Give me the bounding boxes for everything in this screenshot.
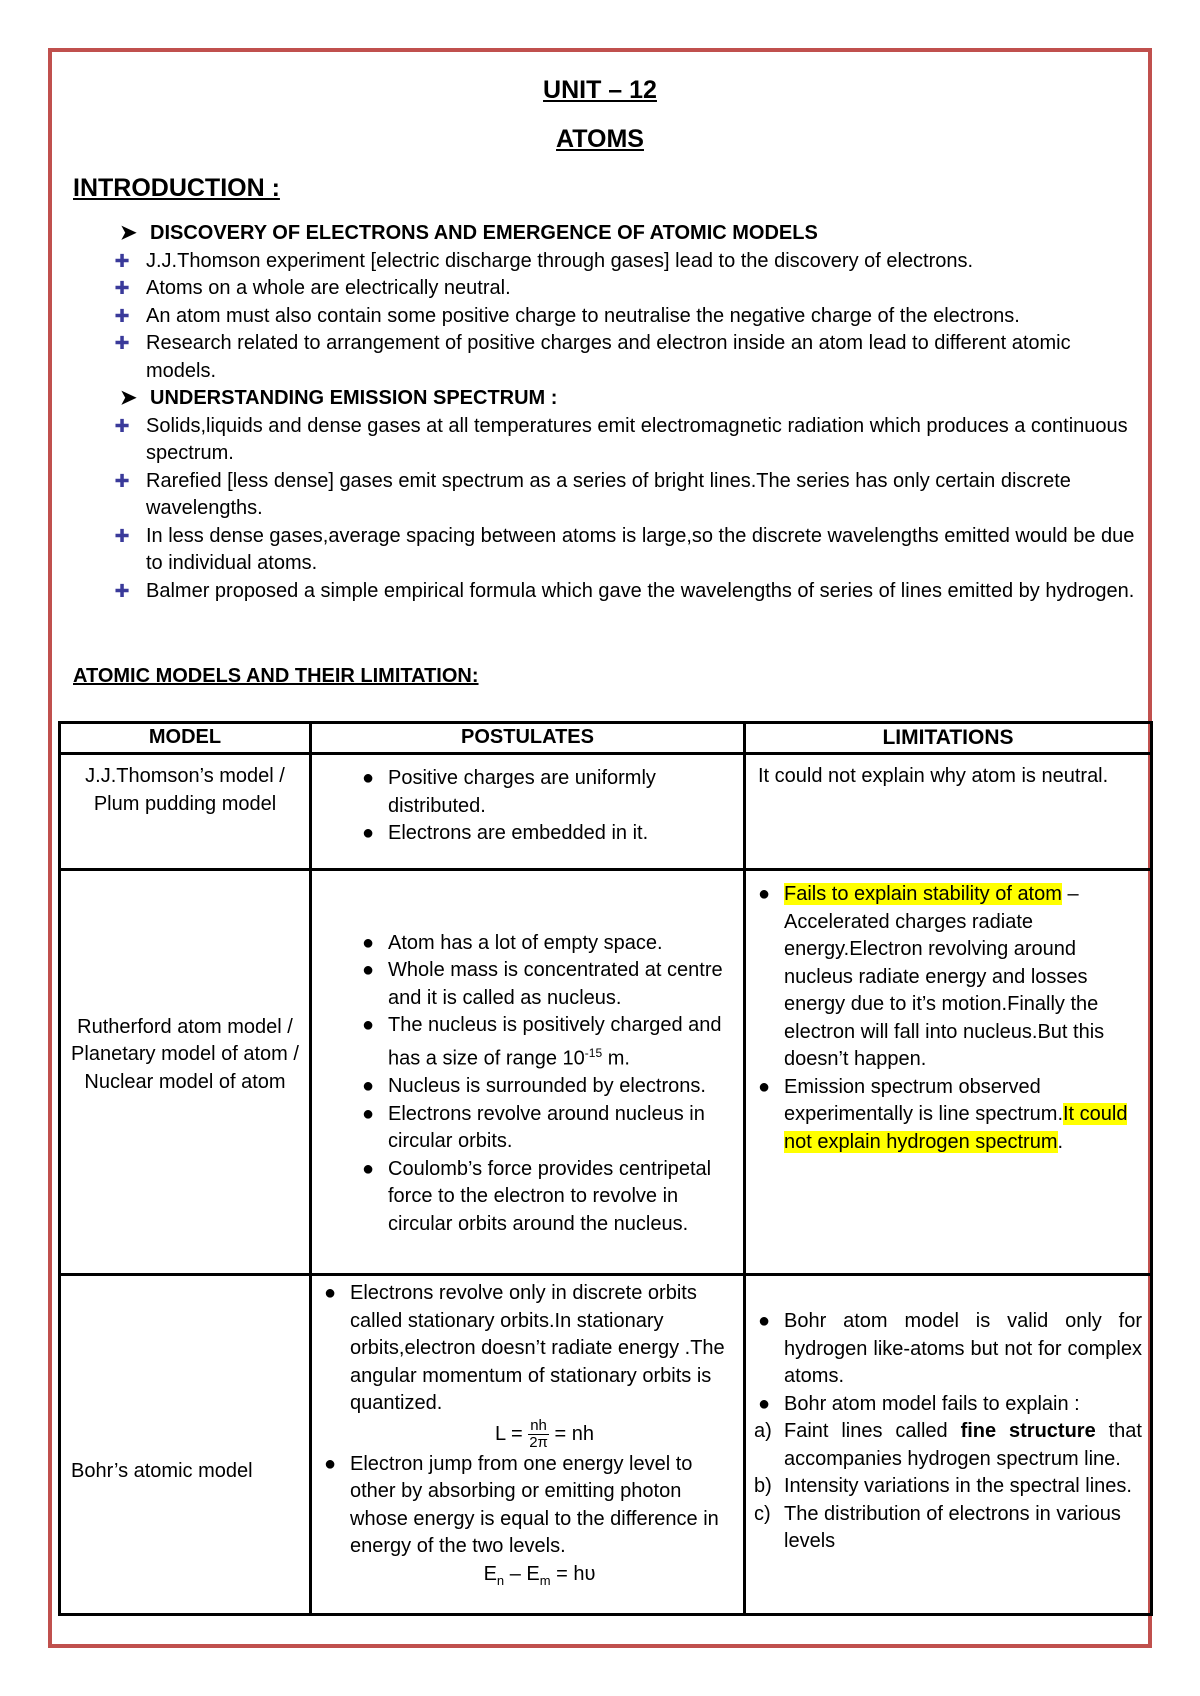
thomson-model-name: J.J.Thomson’s model / Plum pudding model (85, 765, 285, 815)
list-item: c) The distribution of electrons in various levels (754, 1502, 1121, 1552)
bohr-model-cell (60, 1275, 311, 1615)
list-item (108, 248, 1138, 276)
atomic-models-table (58, 721, 1153, 1616)
rutherford-model-name: Rutherford atom model / Planetary model of atom / Nuclear model of atom (71, 1015, 299, 1093)
table-row-bohr (60, 1275, 1152, 1615)
list-item (108, 578, 1138, 606)
list-item: ● Bohr atom model fails to explain : (758, 1392, 1080, 1415)
thomson-postulates-cell (311, 754, 745, 870)
pin-bullet-icon: ✚ (114, 250, 130, 271)
rutherford-postulates-cell (311, 870, 745, 1275)
list-item-text: Rarefied [less dense] gases emit spectrum as a series of bright lines.The series has only certain discrete wavelengths. (146, 469, 1071, 519)
list-item: ● The nucleus is positively charged and has a size of range $10^{-15}$ m. (362, 1014, 722, 1070)
header-limitations: LIMITATIONS (745, 723, 1152, 754)
list-item-text: Research related to arrangement of positive charges and electron inside an atom lead to different atomic models. (146, 332, 1071, 382)
list-item: ● Electrons are embedded in it. (362, 822, 649, 844)
list-item-text: DISCOVERY OF ELECTRONS AND EMERGENCE OF ATOMIC MODELS (150, 222, 818, 244)
list-item: ● Atom has a lot of empty space. (362, 931, 663, 954)
list-item (108, 330, 1138, 385)
header-model: MODEL (60, 723, 311, 754)
list-item: ● Electrons revolve around nucleus in circular orbits. (362, 1102, 705, 1153)
thomson-limitation-cell (745, 754, 1152, 870)
list-item: ● Emission spectrum observed experimentally is line spectrum.It could not explain hydrogen spectrum. (758, 1075, 1128, 1153)
introduction-heading: INTRODUCTION : (73, 174, 280, 202)
list-item: ● Nucleus is surrounded by electrons. (362, 1075, 706, 1098)
list-item-text: Atoms on a whole are electrically neutral. (146, 277, 511, 299)
pin-bullet-icon: ✚ (114, 525, 130, 546)
list-item (108, 303, 1138, 331)
list-item (108, 468, 1138, 523)
list-item-text: Balmer proposed a simple empirical formula which gave the wavelengths of series of lines emitted by hydrogen. (146, 579, 1135, 602)
list-item: a) Faint lines called fine structure that accompanies hydrogen spectrum line. (754, 1420, 1142, 1470)
unit-title: UNIT – 12 (543, 76, 657, 104)
table-row-rutherford (60, 870, 1152, 1275)
list-item: ● Electron jump from one energy level to other by absorbing or emitting photon whose energy is equal to the difference in energy of the two levels. (324, 1452, 719, 1557)
thomson-limitation: It could not explain why atom is neutral. (758, 765, 1109, 787)
list-item (108, 523, 1138, 578)
section-heading (108, 220, 1138, 248)
list-item: b) Intensity variations in the spectral lines. (754, 1475, 1132, 1497)
table-header-row (60, 723, 1152, 754)
introduction-list (108, 220, 1138, 605)
list-item-text: UNDERSTANDING EMISSION SPECTRUM : (150, 387, 558, 409)
pin-bullet-icon: ✚ (114, 470, 130, 491)
table-row-thomson (60, 754, 1152, 870)
list-item-text: Solids,liquids and dense gases at all temperatures emit electromagnetic radiation which produces a continuous spectrum. (146, 414, 1128, 464)
list-item: ● Whole mass is concentrated at centre and it is called as nucleus. (362, 959, 723, 1009)
section-heading (108, 385, 1138, 413)
pin-bullet-icon: ✚ (114, 333, 130, 353)
list-item: ● Positive charges are uniformly distributed. (362, 767, 656, 817)
list-item: ● Electrons revolve only in discrete orbits called stationary orbits.In stationary orbits,electron doesn’t radiate energy .The angular momentum of stationary orbits is quantized. (324, 1282, 725, 1414)
pin-bullet-icon: ✚ (114, 278, 130, 298)
pin-bullet-icon: ✚ (114, 415, 130, 436)
list-item (108, 275, 1138, 303)
rutherford-model-cell (60, 870, 311, 1275)
arrow-bullet-icon: ➤ (120, 222, 137, 244)
bohr-model-name: Bohr’s atomic model (71, 1459, 253, 1482)
list-item: ● Fails to explain stability of atom – Accelerated charges radiate energy.Electron revolving around nucleus radiate energy and losses energy due to it’s motion.Finally the electron will fall into nucleus.But this doesn’t happen. (758, 883, 1105, 1070)
energy-equation: $E_n - E_m = h\upsilon$ (483, 1562, 596, 1588)
list-item-text: In less dense gases,average spacing between atoms is large,so the discrete wavelengths emitted would be due to individual atoms. (146, 524, 1135, 574)
bohr-postulates-cell (311, 1275, 745, 1615)
list-item-text: An atom must also contain some positive charge to neutralise the negative charge of the electrons. (146, 304, 1020, 327)
list-item (108, 413, 1138, 468)
atomic-models-heading: ATOMIC MODELS AND THEIR LIMITATION: (73, 665, 479, 687)
thomson-model-cell (60, 754, 311, 870)
arrow-bullet-icon: ➤ (120, 387, 137, 409)
bohr-limitations-cell (745, 1275, 1152, 1615)
rutherford-limitations-cell (745, 870, 1152, 1275)
chapter-title: ATOMS (556, 125, 644, 153)
list-item-text: J.J.Thomson experiment [electric discharge through gases] lead to the discovery of electrons. (146, 249, 974, 272)
list-item: ● Bohr atom model is valid only for hydrogen like-atoms but not for complex atoms. (758, 1310, 1142, 1387)
angular-momentum-equation: L = $\frac{nh}{2\pi}$ = nh (495, 1416, 594, 1451)
list-item: ● Coulomb’s force provides centripetal force to the electron to revolve in circular orbits around the nucleus. (362, 1157, 712, 1235)
pin-bullet-icon: ✚ (114, 580, 130, 601)
header-postulates: POSTULATES (311, 723, 745, 754)
pin-bullet-icon: ✚ (114, 305, 130, 326)
